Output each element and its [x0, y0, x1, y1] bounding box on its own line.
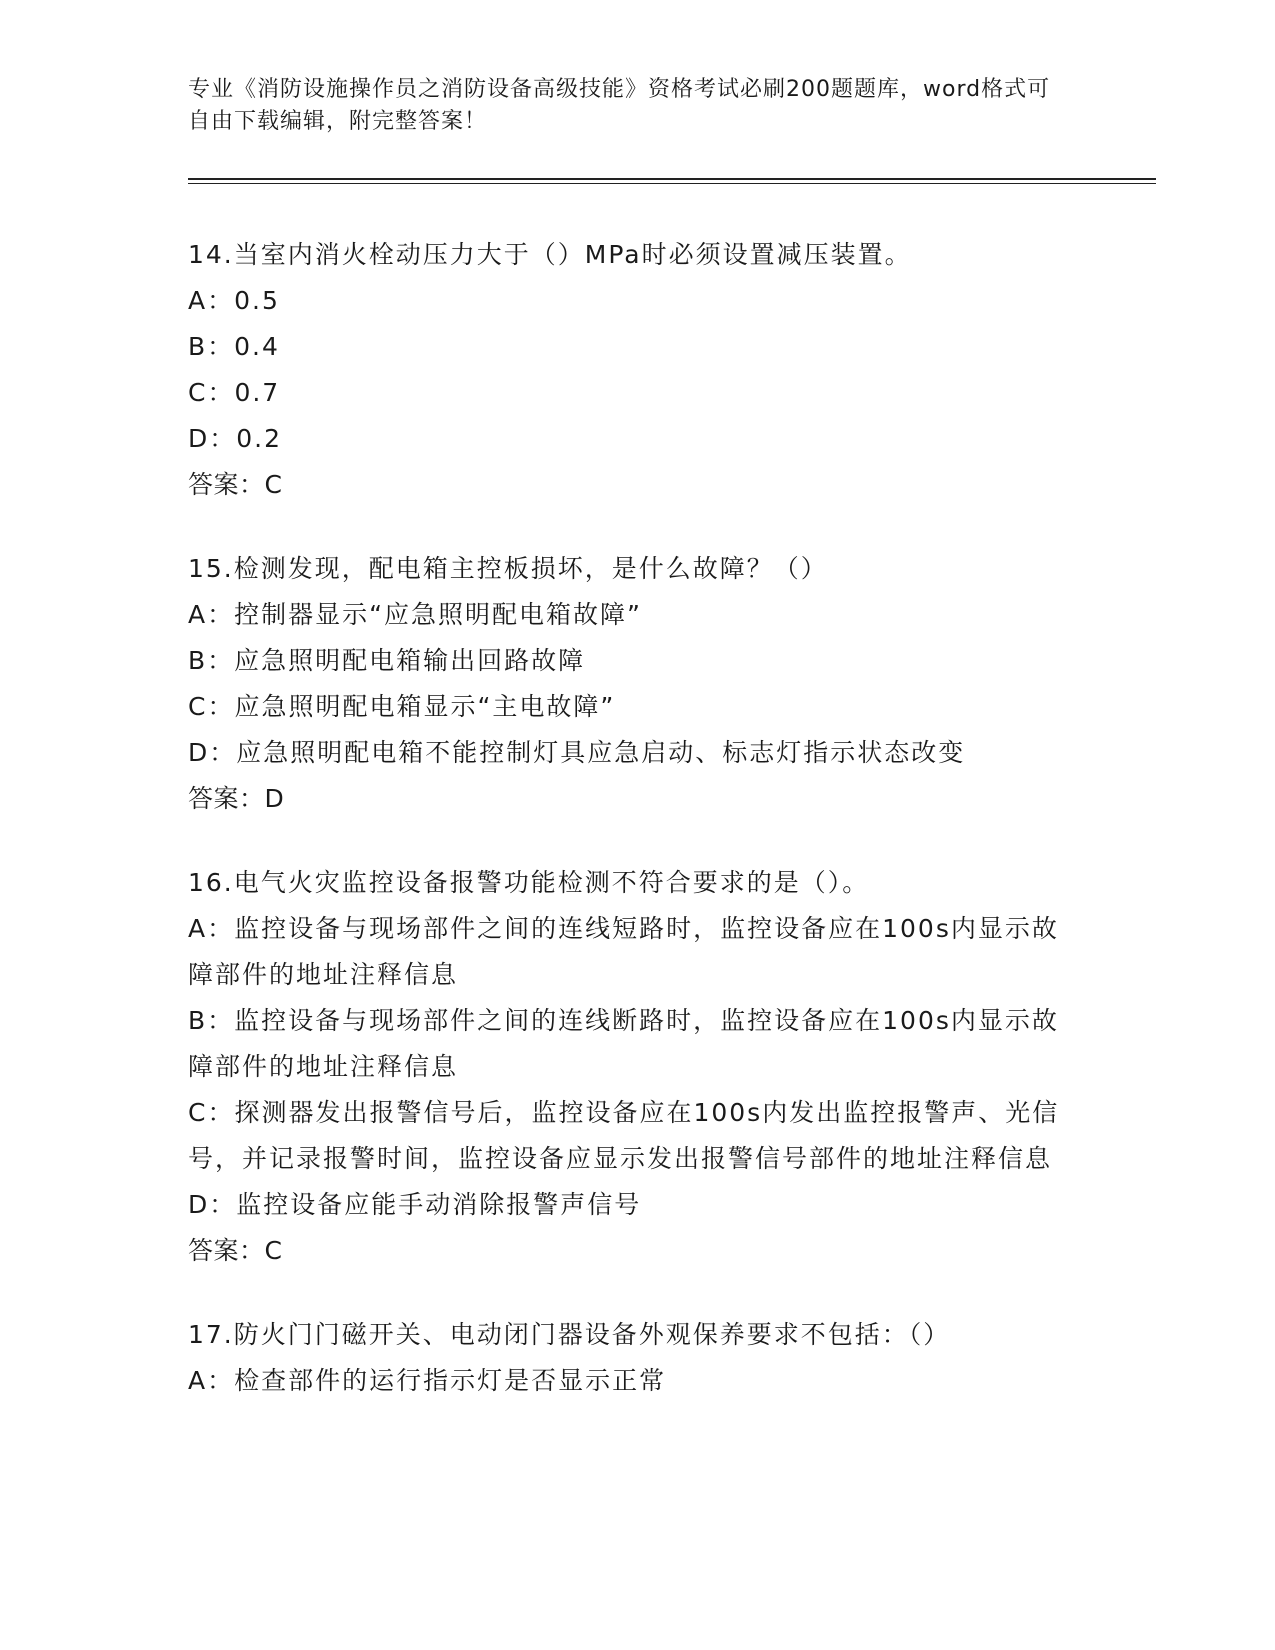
question-17 [188, 1312, 1068, 1404]
question-stem: 17.防火门门磁开关、电动闭门器设备外观保养要求不包括：（） [188, 1320, 951, 1349]
option-b: B：监控设备与现场部件之间的连线断路时，监控设备应在100s内显示故障部件的地址注释信息 [188, 1006, 1059, 1081]
document-intro: 专业《消防设施操作员之消防设备高级技能》资格考试必刷200题题库，word格式可自由下载编辑，附完整答案！ [188, 77, 1051, 134]
question-15 [188, 546, 1068, 822]
answer-line: 答案：D [188, 784, 285, 813]
answer-line: 答案：C [188, 470, 283, 499]
header-divider-thick [188, 178, 1156, 180]
option-c: C：应急照明配电箱显示“主电故障” [188, 692, 616, 721]
question-14 [188, 232, 1068, 508]
option-c: C：探测器发出报警信号后，监控设备应在100s内发出监控报警声、光信号，并记录报警时间，监控设备应显示发出报警信号部件的地址注释信息 [188, 1098, 1060, 1173]
option-a: A：检查部件的运行指示灯是否显示正常 [188, 1366, 667, 1395]
question-list [188, 232, 1068, 1442]
question-16 [188, 860, 1068, 1274]
option-c: C：0.7 [188, 378, 281, 407]
option-d: D：0.2 [188, 424, 283, 453]
question-stem: 15.检测发现，配电箱主控板损坏，是什么故障？（） [188, 554, 828, 583]
option-a: A：0.5 [188, 286, 280, 315]
question-stem: 16.电气火灾监控设备报警功能检测不符合要求的是（）。 [188, 868, 870, 897]
option-b: B：0.4 [188, 332, 280, 361]
option-d: D：监控设备应能手动消除报警声信号 [188, 1190, 642, 1219]
option-a: A：控制器显示“应急照明配电箱故障” [188, 600, 643, 629]
option-b: B：应急照明配电箱输出回路故障 [188, 646, 586, 675]
question-stem: 14.当室内消火栓动压力大于（）MPa时必须设置减压装置。 [188, 240, 912, 269]
option-d: D：应急照明配电箱不能控制灯具应急启动、标志灯指示状态改变 [188, 738, 966, 767]
option-a: A：监控设备与现场部件之间的连线短路时，监控设备应在100s内显示故障部件的地址注释信息 [188, 914, 1059, 989]
header-divider-thin [188, 183, 1156, 184]
answer-line: 答案：C [188, 1236, 283, 1265]
